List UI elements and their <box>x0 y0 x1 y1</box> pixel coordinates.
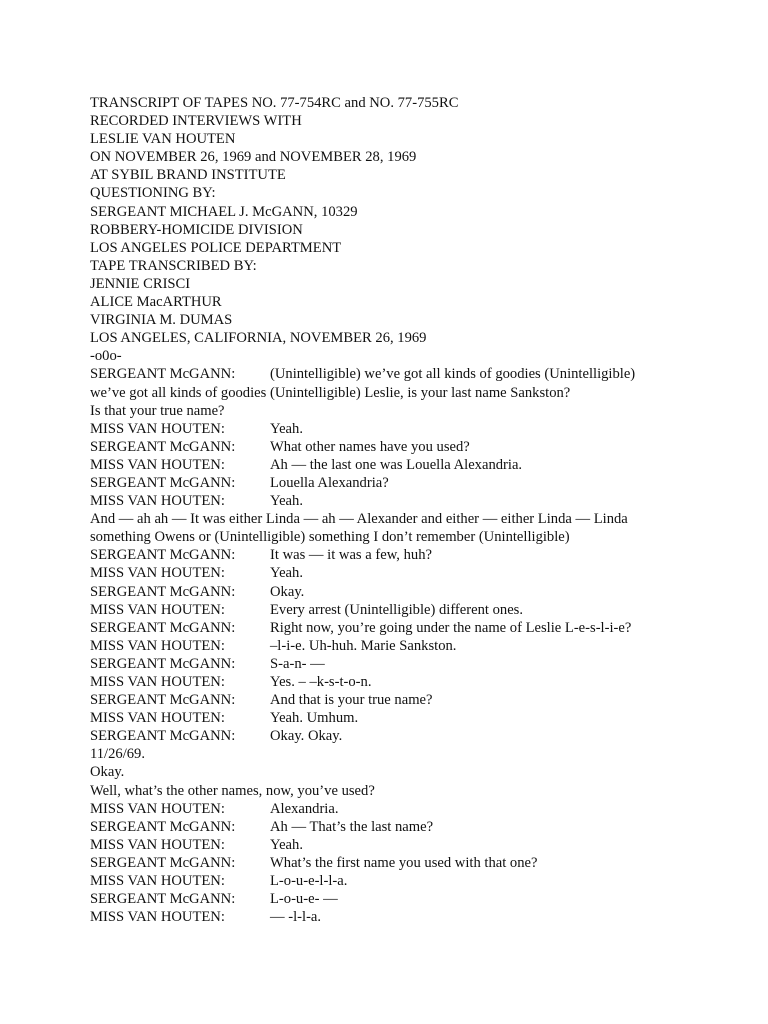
dialogue-line <box>90 818 730 836</box>
header-line: QUESTIONING BY: <box>90 185 216 202</box>
speaker-label: SERGEANT McGANN: <box>90 854 236 871</box>
speech-text: Right now, you’re going under the name of Leslie L-e-s-l-i-e? <box>270 619 632 636</box>
speaker-label: MISS VAN HOUTEN: <box>90 674 225 690</box>
speaker-label: SERGEANT McGANN: <box>90 619 236 636</box>
dialogue-line <box>90 854 730 872</box>
speech-text: Ah — the last one was Louella Alexandria. <box>270 456 523 473</box>
speaker-label: MISS VAN HOUTEN: <box>90 601 225 618</box>
speech-text: (Unintelligible) we’ve got all kinds of goodies (Unintelligible) <box>270 366 636 383</box>
header-line: SERGEANT MICHAEL J. McGANN, 10329 <box>90 203 358 220</box>
dialogue-line <box>90 709 730 727</box>
speech-text: –l-i-e. Uh-huh. Marie Sankston. <box>270 637 457 654</box>
dialogue-line <box>90 365 730 383</box>
speech-text: Louella Alexandria? <box>270 474 389 491</box>
header-line: ROBBERY-HOMICIDE DIVISION <box>90 221 303 238</box>
speaker-label: MISS VAN HOUTEN: <box>90 565 225 582</box>
speech-continuation: Is that your true name? <box>90 402 225 419</box>
speaker-label: SERGEANT McGANN: <box>90 438 236 455</box>
speech-text: Yeah. <box>270 493 303 510</box>
dialogue-line <box>90 420 730 438</box>
dialogue-line <box>90 564 730 582</box>
speech-text: Alexandria. <box>270 800 339 817</box>
speech-continuation: Okay. <box>90 764 125 781</box>
speech-continuation: we’ve got all kinds of goodies (Unintelligible) Leslie, is your last name Sankston? <box>90 384 571 401</box>
speaker-label: SERGEANT McGANN: <box>90 891 236 908</box>
speech-text: And that is your true name? <box>270 692 433 709</box>
header-line: LESLIE VAN HOUTEN <box>90 131 236 148</box>
speech-text: Every arrest (Unintelligible) different ones. <box>270 601 524 618</box>
speech-text: What other names have you used? <box>270 438 470 455</box>
speech-text: It was — it was a few, huh? <box>270 547 432 564</box>
speaker-label: SERGEANT McGANN: <box>90 547 236 564</box>
speech-continuation: Well, what’s the other names, now, you’ve used? <box>90 782 375 799</box>
dialogue-line <box>90 836 730 854</box>
speech-text: Yeah. <box>270 420 303 437</box>
dialogue-line <box>90 601 730 619</box>
dialogue-line <box>90 438 730 456</box>
speech-text: Yeah. Umhum. <box>270 710 359 727</box>
dialogue-line <box>90 474 730 492</box>
header-line: ON NOVEMBER 26, 1969 and NOVEMBER 28, 1969 <box>90 149 417 166</box>
speaker-label: SERGEANT McGANN: <box>90 655 236 672</box>
speech-text: What’s the first name you used with that one? <box>270 854 538 871</box>
speech-text: Okay. Okay. <box>270 728 343 745</box>
date-line: 11/26/69. <box>90 746 145 763</box>
header-line: VIRGINIA M. DUMAS <box>90 312 233 329</box>
speaker-label: MISS VAN HOUTEN: <box>90 800 225 817</box>
speaker-label: SERGEANT McGANN: <box>90 818 236 835</box>
speech-continuation: something Owens or (Unintelligible) something I don’t remember (Unintelligible) <box>90 529 570 546</box>
speech-text: L-o-u-e- — <box>270 891 338 908</box>
dialogue-line <box>90 800 730 818</box>
dialogue-line <box>90 655 730 673</box>
speech-text: Okay. <box>270 583 305 600</box>
header-line: TAPE TRANSCRIBED BY: <box>90 257 257 274</box>
separator-mark: -o0o- <box>90 348 122 365</box>
speech-text: — -l-l-a. <box>270 909 322 926</box>
speaker-label: SERGEANT McGANN: <box>90 728 236 745</box>
dialogue-line <box>90 890 730 908</box>
transcript-body <box>90 365 730 926</box>
dialogue-line <box>90 673 730 691</box>
speech-text: Yeah. <box>270 836 303 853</box>
speech-text: L-o-u-e-l-l-a. <box>270 873 348 890</box>
speech-continuation: And — ah ah — It was either Linda — ah — Alexander and either — either Linda — Linda <box>90 511 628 528</box>
header-line: LOS ANGELES, CALIFORNIA, NOVEMBER 26, 1969 <box>90 330 427 347</box>
dialogue-line <box>90 727 730 745</box>
speaker-label: MISS VAN HOUTEN: <box>90 836 225 853</box>
header-line: AT SYBIL BRAND INSTITUTE <box>90 167 286 184</box>
speaker-label: MISS VAN HOUTEN: <box>90 493 225 510</box>
dialogue-line <box>90 583 730 601</box>
dialogue-line <box>90 456 730 474</box>
speech-text: Yeah. <box>270 565 303 582</box>
header-line: RECORDED INTERVIEWS WITH <box>90 113 302 130</box>
speech-text: Ah — That’s the last name? <box>270 818 434 835</box>
dialogue-line <box>90 872 730 890</box>
speech-text: S-a-n- — <box>270 655 325 672</box>
speaker-label: SERGEANT McGANN: <box>90 474 236 491</box>
header-line: TRANSCRIPT OF TAPES NO. 77-754RC and NO. 77-755RC <box>90 95 459 111</box>
speaker-label: MISS VAN HOUTEN: <box>90 420 225 437</box>
dialogue-line <box>90 546 730 564</box>
header-line: LOS ANGELES POLICE DEPARTMENT <box>90 239 342 256</box>
dialogue-line <box>90 637 730 655</box>
speaker-label: MISS VAN HOUTEN: <box>90 873 225 890</box>
speaker-label: SERGEANT McGANN: <box>90 692 236 709</box>
dialogue-line <box>90 691 730 709</box>
speaker-label: SERGEANT McGANN: <box>90 583 236 600</box>
speech-text: Yes. – –k-s-t-o-n. <box>270 674 372 690</box>
document-header <box>90 94 730 365</box>
dialogue-line <box>90 908 730 926</box>
speaker-label: SERGEANT McGANN: <box>90 366 236 383</box>
speaker-label: MISS VAN HOUTEN: <box>90 909 225 926</box>
header-line: ALICE MacARTHUR <box>90 294 222 311</box>
speaker-label: MISS VAN HOUTEN: <box>90 637 225 654</box>
header-line: JENNIE CRISCI <box>90 275 191 292</box>
dialogue-line <box>90 619 730 637</box>
dialogue-line <box>90 492 730 510</box>
transcript-page <box>90 94 730 926</box>
speaker-label: MISS VAN HOUTEN: <box>90 456 225 473</box>
speaker-label: MISS VAN HOUTEN: <box>90 710 225 727</box>
